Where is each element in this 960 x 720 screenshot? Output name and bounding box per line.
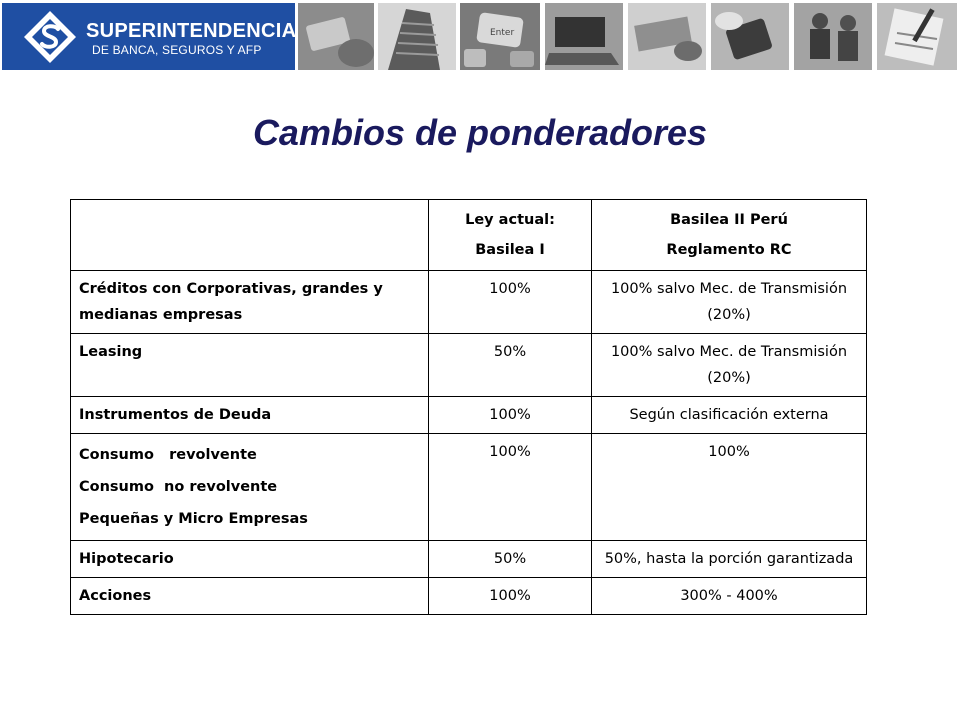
sbs-logo xyxy=(2,3,295,70)
header-basilea2-line2: Reglamento RC xyxy=(666,242,792,258)
cell-ley-actual: 100% xyxy=(429,578,592,615)
cell-basilea2: 100% salvo Mec. de Transmisión (20%) xyxy=(592,271,867,334)
cell-basilea2: 50%, hasta la porción garantizada xyxy=(592,541,867,578)
table-row xyxy=(71,397,867,434)
header-ley-actual xyxy=(429,200,592,271)
row-label: Acciones xyxy=(71,578,429,615)
business-handshake-photo xyxy=(794,3,872,70)
row-label-line: Pequeñas y Micro Empresas xyxy=(79,511,308,527)
header-empty-cell xyxy=(71,200,429,271)
money-counting-photo xyxy=(628,3,706,70)
cell-basilea2: 300% - 400% xyxy=(592,578,867,615)
header-banner xyxy=(0,0,960,72)
row-label: Hipotecario xyxy=(71,541,429,578)
table-row xyxy=(71,434,867,541)
credit-card-photo xyxy=(298,3,374,70)
slide-title: Cambios de ponderadores xyxy=(252,112,708,153)
table-row xyxy=(71,271,867,334)
building-photo xyxy=(378,3,456,70)
cell-basilea2: 100% salvo Mec. de Transmisión (20%) xyxy=(592,334,867,397)
card-terminal-photo xyxy=(711,3,789,70)
keyboard-photo xyxy=(460,3,540,70)
signing-document-photo xyxy=(877,3,957,70)
row-label-line: Consumo revolvente xyxy=(79,447,257,463)
svg-text:Enter: Enter xyxy=(490,28,515,38)
weights-table xyxy=(70,199,867,615)
laptop-photo xyxy=(545,3,623,70)
cell-ley-actual: 50% xyxy=(429,541,592,578)
table-header-row xyxy=(71,200,867,271)
header-basilea2-line1: Basilea II Perú xyxy=(670,212,788,228)
sbs-emblem-icon xyxy=(22,9,78,65)
cell-ley-actual: 50% xyxy=(429,334,592,397)
row-label-multiline xyxy=(71,434,429,541)
header-ley-actual-line1: Ley actual: xyxy=(465,212,555,228)
row-label: Leasing xyxy=(71,334,429,397)
cell-basilea2: Según clasificación externa xyxy=(592,397,867,434)
cell-ley-actual: 100% xyxy=(429,271,592,334)
header-ley-actual-line2: Basilea I xyxy=(475,242,545,258)
table-row xyxy=(71,578,867,615)
table-row xyxy=(71,541,867,578)
logo-subtitle: DE BANCA, SEGUROS Y AFP xyxy=(92,43,262,57)
logo-title: SUPERINTENDENCIA xyxy=(86,20,297,42)
row-label: Instrumentos de Deuda xyxy=(71,397,429,434)
header-basilea2 xyxy=(592,200,867,271)
table-row xyxy=(71,334,867,397)
cell-basilea2: 100% xyxy=(592,434,867,541)
row-label: Créditos con Corporativas, grandes y medianas empresas xyxy=(71,271,429,334)
cell-ley-actual: 100% xyxy=(429,397,592,434)
cell-ley-actual: 100% xyxy=(429,434,592,541)
row-label-line: Consumo no revolvente xyxy=(79,479,278,495)
